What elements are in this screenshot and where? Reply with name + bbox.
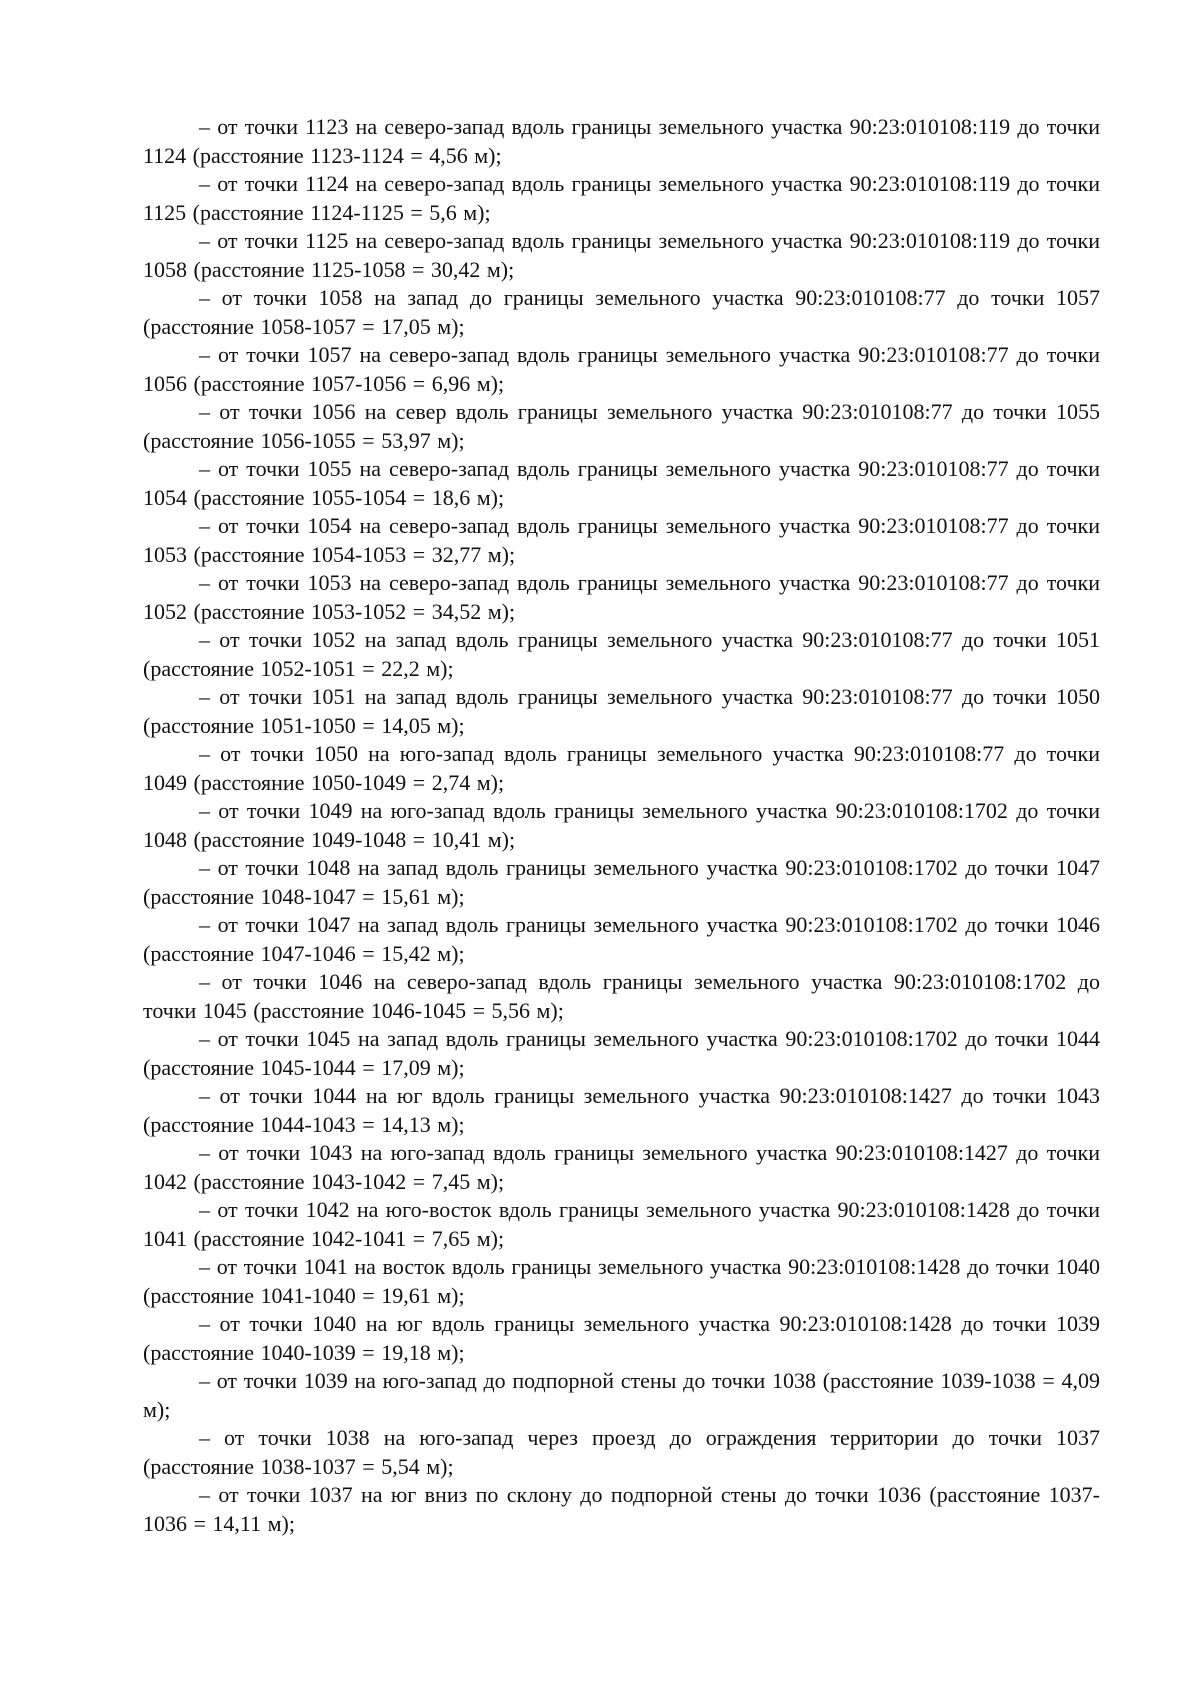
boundary-paragraph-21: – от точки 1041 на восток вдоль границы земельного участка 90:23:010108:1428 до точки 1040 (расстояние 1041-1040 = 19,61 м);: [143, 1254, 1100, 1308]
boundary-paragraph-1: – от точки 1123 на северо-запад вдоль границы земельного участка 90:23:010108:119 до точки 1124 (расстояние 1123-1124 = 4,56 м);: [143, 114, 1100, 168]
boundary-paragraph-4: – от точки 1058 на запад до границы земельного участка 90:23:010108:77 до точки 1057 (расстояние 1058-1057 = 17,05 м);: [143, 285, 1100, 339]
boundary-paragraph-8: – от точки 1054 на северо-запад вдоль границы земельного участка 90:23:010108:77 до точки 1053 (расстояние 1054-1053 = 32,77 м);: [143, 513, 1100, 567]
boundary-paragraph-24: – от точки 1038 на юго-запад через проезд до ограждения территории до точки 1037 (расстояние 1038-1037 = 5,54 м);: [143, 1425, 1100, 1479]
document-body: [143, 113, 1100, 1538]
boundary-paragraph-13: – от точки 1049 на юго-запад вдоль границы земельного участка 90:23:010108:1702 до точки 1048 (расстояние 1049-1048 = 10,41 м);: [143, 798, 1100, 852]
boundary-paragraph-18: – от точки 1044 на юг вдоль границы земельного участка 90:23:010108:1427 до точки 1043 (расстояние 1044-1043 = 14,13 м);: [143, 1083, 1100, 1137]
boundary-paragraph-19: – от точки 1043 на юго-запад вдоль границы земельного участка 90:23:010108:1427 до точки 1042 (расстояние 1043-1042 = 7,45 м);: [143, 1140, 1100, 1194]
boundary-paragraph-12: – от точки 1050 на юго-запад вдоль границы земельного участка 90:23:010108:77 до точки 1049 (расстояние 1050-1049 = 2,74 м);: [143, 741, 1100, 795]
boundary-paragraph-17: – от точки 1045 на запад вдоль границы земельного участка 90:23:010108:1702 до точки 1044 (расстояние 1045-1044 = 17,09 м);: [143, 1026, 1100, 1080]
boundary-paragraph-2: – от точки 1124 на северо-запад вдоль границы земельного участка 90:23:010108:119 до точки 1125 (расстояние 1124-1125 = 5,6 м);: [143, 171, 1100, 225]
boundary-paragraph-5: – от точки 1057 на северо-запад вдоль границы земельного участка 90:23:010108:77 до точки 1056 (расстояние 1057-1056 = 6,96 м);: [143, 342, 1100, 396]
boundary-paragraph-20: – от точки 1042 на юго-восток вдоль границы земельного участка 90:23:010108:1428 до точки 1041 (расстояние 1042-1041 = 7,65 м);: [143, 1197, 1100, 1251]
boundary-paragraph-7: – от точки 1055 на северо-запад вдоль границы земельного участка 90:23:010108:77 до точки 1054 (расстояние 1055-1054 = 18,6 м);: [143, 456, 1100, 510]
boundary-paragraph-15: – от точки 1047 на запад вдоль границы земельного участка 90:23:010108:1702 до точки 1046 (расстояние 1047-1046 = 15,42 м);: [143, 912, 1100, 966]
boundary-paragraph-10: – от точки 1052 на запад вдоль границы земельного участка 90:23:010108:77 до точки 1051 (расстояние 1052-1051 = 22,2 м);: [143, 627, 1100, 681]
boundary-paragraph-16: – от точки 1046 на северо-запад вдоль границы земельного участка 90:23:010108:1702 до точки 1045 (расстояние 1046-1045 = 5,56 м);: [143, 969, 1100, 1023]
boundary-paragraph-3: – от точки 1125 на северо-запад вдоль границы земельного участка 90:23:010108:119 до точки 1058 (расстояние 1125-1058 = 30,42 м);: [143, 228, 1100, 282]
boundary-paragraph-9: – от точки 1053 на северо-запад вдоль границы земельного участка 90:23:010108:77 до точки 1052 (расстояние 1053-1052 = 34,52 м);: [143, 570, 1100, 624]
boundary-paragraph-23: – от точки 1039 на юго-запад до подпорной стены до точки 1038 (расстояние 1039-1038 = 4,09 м);: [143, 1368, 1100, 1422]
boundary-paragraph-25: – от точки 1037 на юг вниз по склону до подпорной стены до точки 1036 (расстояние 1037-1036 = 14,11 м);: [143, 1482, 1100, 1536]
boundary-paragraph-14: – от точки 1048 на запад вдоль границы земельного участка 90:23:010108:1702 до точки 1047 (расстояние 1048-1047 = 15,61 м);: [143, 855, 1100, 909]
boundary-paragraph-22: – от точки 1040 на юг вдоль границы земельного участка 90:23:010108:1428 до точки 1039 (расстояние 1040-1039 = 19,18 м);: [143, 1311, 1100, 1365]
boundary-paragraph-6: – от точки 1056 на север вдоль границы земельного участка 90:23:010108:77 до точки 1055 (расстояние 1056-1055 = 53,97 м);: [143, 399, 1100, 453]
boundary-paragraph-11: – от точки 1051 на запад вдоль границы земельного участка 90:23:010108:77 до точки 1050 (расстояние 1051-1050 = 14,05 м);: [143, 684, 1100, 738]
